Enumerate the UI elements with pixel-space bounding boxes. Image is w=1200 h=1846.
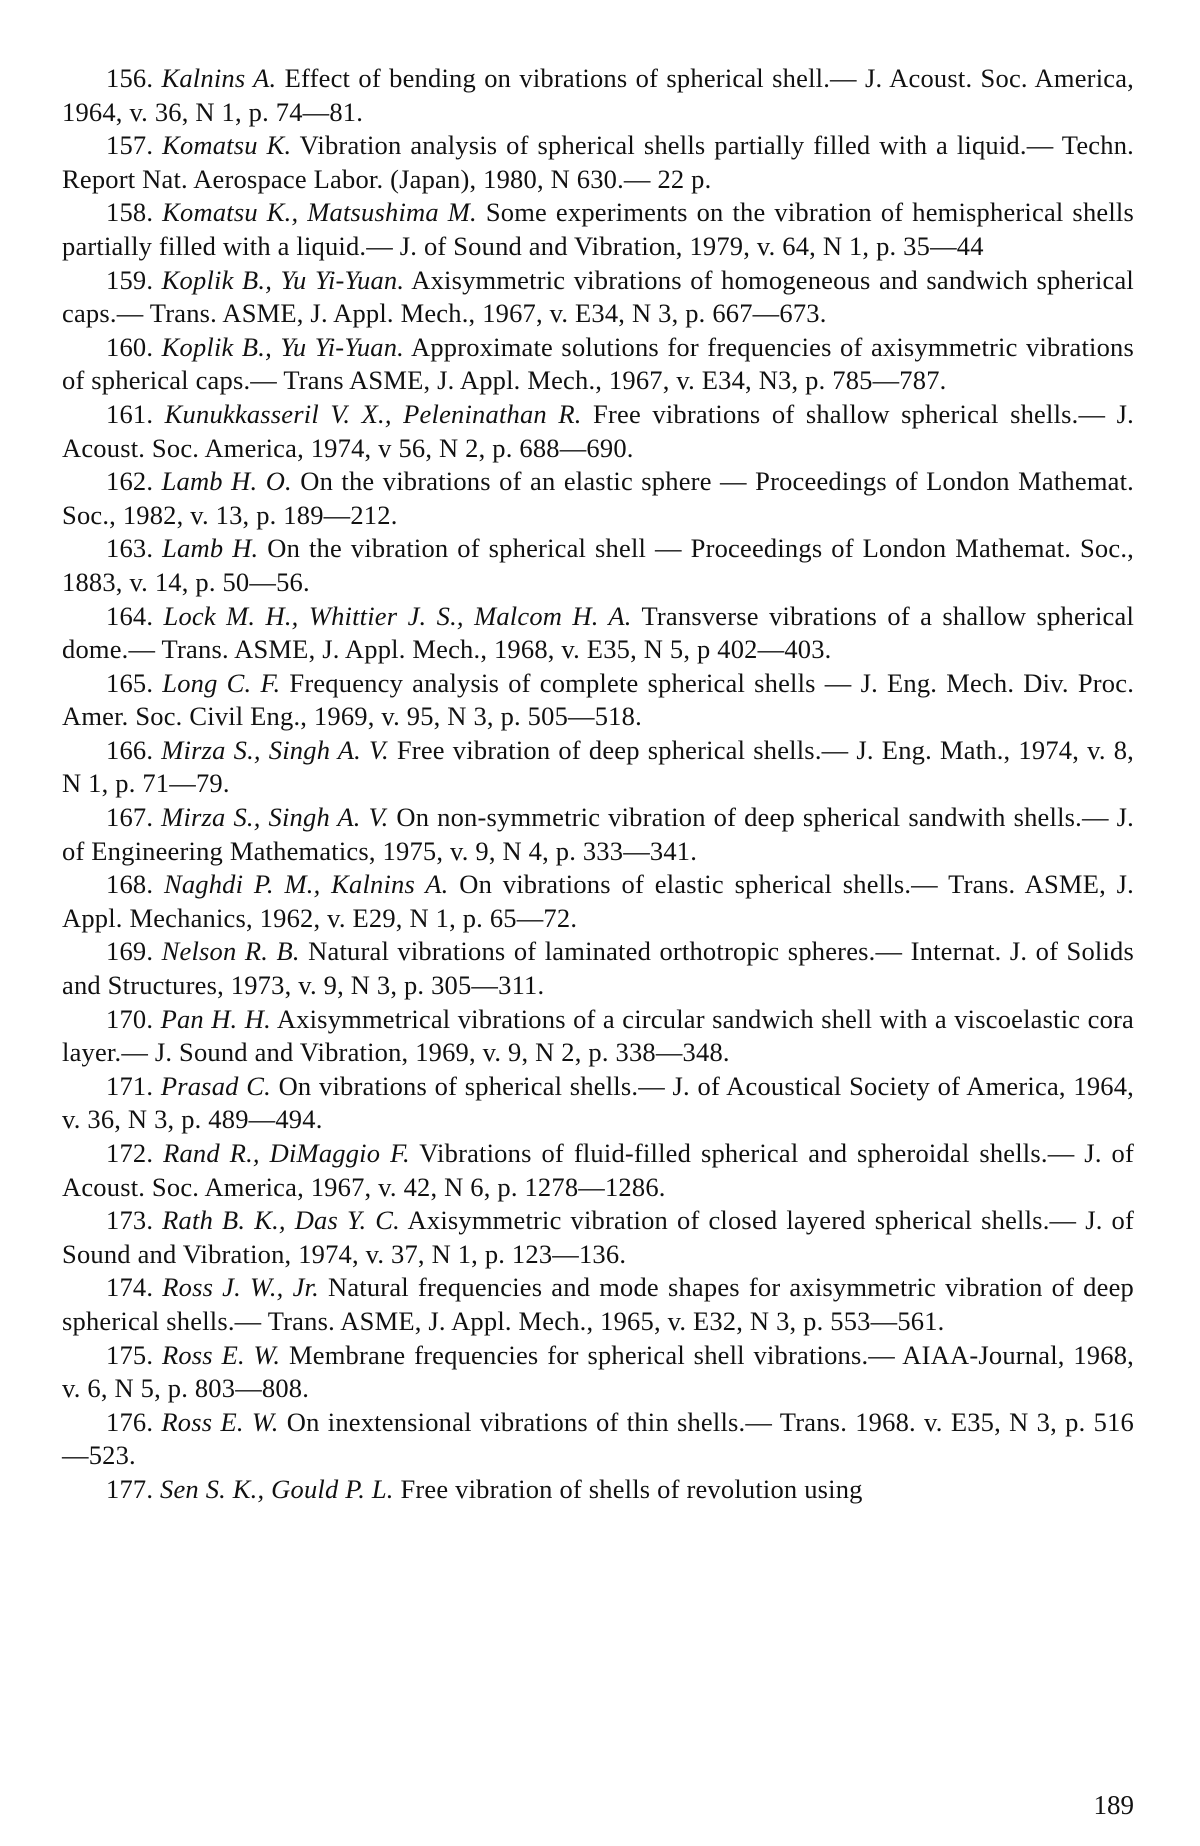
reference-entry [62, 1339, 1134, 1406]
reference-number: 166. [106, 734, 154, 765]
reference-text: On non-symmetric vibration of deep spherical sandwith shells.— J. of Engineering Mathematics, 1975, v. 9, N 4, p. 333—341. [62, 802, 1134, 866]
reference-authors: Ross E. W. [161, 1406, 279, 1437]
reference-number: 169. [106, 936, 154, 967]
reference-entry [62, 667, 1134, 734]
reference-number: 160. [106, 331, 154, 362]
reference-authors: Kalnins A. [161, 63, 277, 93]
reference-number: 161. [106, 398, 154, 429]
reference-entry [62, 1271, 1134, 1338]
reference-authors: Rand R., DiMaggio F. [163, 1138, 410, 1168]
reference-authors: Ross J. W., Jr. [162, 1272, 319, 1303]
reference-authors: Lock M. H., Whittier J. S., Malcom H. A. [163, 600, 632, 631]
reference-authors: Koplik B., Yu Yi-Yuan. [161, 264, 405, 295]
reference-authors: Naghdi P. M., Kalnins A. [163, 869, 449, 900]
reference-entry [62, 62, 1134, 129]
reference-entry [62, 1137, 1134, 1204]
reference-authors: Lamb H. [162, 533, 259, 564]
reference-number: 175. [106, 1339, 154, 1370]
reference-text: Approximate solutions for frequencies of axisymmetric vibrations of spherical caps.— Trans ASME, J. Appl. Mech., 1967, v. E34, N3, p. 785—787. [62, 331, 1135, 396]
reference-entry [62, 264, 1134, 331]
reference-entry [62, 331, 1134, 398]
reference-entry [62, 532, 1134, 599]
reference-text: On inextensional vibrations of thin shells.— Trans. 1968. v. E35, N 3, p. 516—523. [62, 1406, 1134, 1471]
reference-authors: Rath B. K., Das Y. C. [162, 1205, 401, 1236]
reference-entry [62, 868, 1134, 935]
page [62, 62, 1134, 1507]
reference-text: On the vibrations of an elastic sphere — Proceedings of London Mathemat. Soc., 1982, v. 13, p. 189—212. [62, 466, 1134, 530]
reference-authors: Long C. F. [162, 667, 281, 698]
reference-authors: Mirza S., Singh A. V. [161, 802, 389, 833]
reference-text: Frequency analysis of complete spherical shells — J. Eng. Mech. Div. Proc. Amer. Soc. Civil Eng., 1969, v. 95, N 3, p. 505—518. [62, 667, 1135, 732]
reference-entry [62, 1473, 1134, 1507]
reference-number: 156. [106, 63, 154, 93]
reference-entry [62, 734, 1134, 801]
reference-authors: Komatsu K., Matsushima M. [162, 197, 477, 228]
reference-text: Axisymmetric vibration of closed layered spherical shells.— J. of Sound and Vibration, 1974, v. 37, N 1, p. 123—136. [62, 1205, 1134, 1269]
reference-text: On vibrations of spherical shells.— J. of Acoustical Society of America, 1964, v. 36, N 3, p. 489—494. [62, 1070, 1134, 1135]
reference-number: 177. [106, 1473, 154, 1504]
reference-entry [62, 129, 1134, 196]
reference-entry [62, 801, 1134, 868]
reference-number: 168. [106, 869, 154, 900]
reference-text: Membrane frequencies for spherical shell vibrations.— AIAA-Journal, 1968, v. 6, N 5, p. 803—808. [62, 1339, 1134, 1404]
reference-text: Vibration analysis of spherical shells partially filled with a liquid.— Techn. Report Nat. Aerospace Labor. (Japan), 1980, N 630.— 22 p. [62, 130, 1134, 194]
reference-number: 163. [106, 533, 154, 564]
reference-entry [62, 935, 1134, 1002]
reference-entry [62, 1003, 1134, 1070]
reference-text: Free vibration of shells of revolution using [393, 1473, 863, 1504]
reference-number: 159. [106, 264, 154, 295]
reference-authors: Mirza S., Singh A. V. [161, 734, 389, 765]
reference-number: 165. [106, 667, 154, 698]
reference-text: Axisymmetrical vibrations of a circular sandwich shell with a viscoelastic cora layer.— J. Sound and Vibration, 1969, v. 9, N 2, p. 338—348. [62, 1003, 1135, 1068]
reference-entry [62, 1406, 1134, 1473]
reference-authors: Lamb H. O. [161, 466, 292, 497]
reference-number: 167. [106, 802, 154, 833]
reference-text: Axisymmetric vibrations of homogeneous and sandwich spherical caps.— Trans. ASME, J. Appl. Mech., 1967, v. E34, N 3, p. 667—673. [62, 264, 1134, 329]
reference-authors: Pan H. H. [160, 1003, 271, 1034]
reference-entry [62, 1204, 1134, 1271]
reference-entry [62, 600, 1134, 667]
reference-number: 157. [106, 130, 154, 161]
reference-text: On the vibration of spherical shell — Proceedings of London Mathemat. Soc., 1883, v. 14, p. 50—56. [62, 533, 1134, 597]
reference-list [62, 62, 1134, 1507]
page-number: 189 [1093, 1790, 1134, 1820]
reference-text: Free vibration of deep spherical shells.— J. Eng. Math., 1974, v. 8, N 1, p. 71—79. [62, 734, 1134, 799]
reference-authors: Prasad C. [160, 1070, 271, 1101]
reference-entry [62, 465, 1134, 532]
reference-authors: Kunukkasseril V. X., Peleninathan R. [164, 398, 582, 429]
reference-number: 174. [106, 1272, 154, 1303]
reference-text: Vibrations of fluid-filled spherical and spheroidal shells.— J. of Acoust. Soc. America, 1967, v. 42, N 6, p. 1278—1286. [62, 1138, 1135, 1202]
reference-number: 158. [106, 197, 154, 228]
reference-number: 164. [106, 600, 154, 631]
reference-number: 176. [106, 1406, 154, 1437]
reference-text: Natural frequencies and mode shapes for axisymmetric vibration of deep spherical shells.— Trans. ASME, J. Appl. Mech., 1965, v. E32, N 3, p. 553—561. [62, 1272, 1134, 1336]
reference-authors: Komatsu K. [162, 130, 292, 161]
reference-entry [62, 196, 1134, 263]
reference-number: 162. [106, 466, 154, 497]
reference-number: 172. [106, 1138, 154, 1168]
reference-text: Natural vibrations of laminated orthotropic spheres.— Internat. J. of Solids and Structures, 1973, v. 9, N 3, p. 305—311. [62, 936, 1135, 1001]
reference-text: Effect of bending on vibrations of spherical shell.— J. Acoust. Soc. America, 1964, v. 36, N 1, p. 74—81. [62, 63, 1135, 127]
reference-authors: Ross E. W. [161, 1339, 281, 1370]
reference-text: On vibrations of elastic spherical shells.— Trans. ASME, J. Appl. Mechanics, 1962, v. E29, N 1, p. 65—72. [62, 869, 1134, 933]
reference-authors: Sen S. K., Gould P. L. [160, 1473, 394, 1504]
reference-text: Some experiments on the vibration of hemispherical shells partially filled with a liquid.— J. of Sound and Vibration, 1979, v. 64, N 1, p. 35—44 [62, 197, 1134, 261]
reference-number: 171. [106, 1070, 154, 1101]
reference-text: Transverse vibrations of a shallow spherical dome.— Trans. ASME, J. Appl. Mech., 1968, v. E35, N 5, p 402—403. [62, 600, 1135, 665]
reference-number: 170. [106, 1003, 154, 1034]
reference-text: Free vibrations of shallow spherical shells.— J. Acoust. Soc. America, 1974, v 56, N 2, p. 688—690. [62, 398, 1134, 463]
reference-authors: Koplik B., Yu Yi-Yuan. [161, 331, 405, 362]
reference-entry [62, 398, 1134, 465]
reference-authors: Nelson R. B. [161, 936, 300, 967]
reference-entry [62, 1070, 1134, 1137]
reference-number: 173. [106, 1205, 154, 1236]
